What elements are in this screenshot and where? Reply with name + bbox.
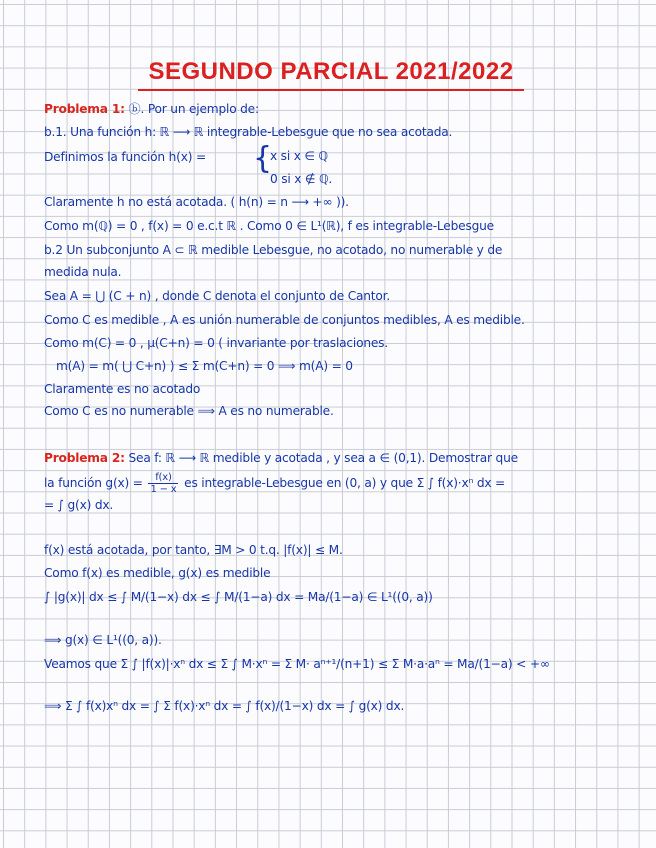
problem-2-line-1: [44, 451, 518, 465]
page-title: SEGUNDO PARCIAL 2021/2022: [148, 58, 514, 85]
function-g-label: la función g(x) =: [44, 476, 143, 490]
problem-1-line-9: Como C es medible , A es unión numerable de conjuntos medibles, A es medible.: [44, 313, 525, 327]
piecewise-case-1: x si x ∈ ℚ: [270, 149, 328, 163]
title-underline: [138, 89, 524, 91]
problem-1-heading: ⓑ. Por un ejemplo de:: [128, 102, 259, 116]
problem-1-line-header: [44, 102, 259, 116]
piecewise-case-2: 0 si x ∉ ℚ.: [270, 172, 333, 186]
problem-2-label: Problema 2:: [44, 451, 125, 465]
problem-1-line-6: b.2 Un subconjunto A ⊂ ℝ medible Lebesgue, no acotado, no numerable y de: [44, 243, 503, 257]
problem-2-statement: Sea f: ℝ ⟶ ℝ medible y acotada , y sea a ∈ (0,1). Demostrar que: [128, 451, 518, 465]
integrable-text: es integrable-Lebesgue en (0, a) y que: [184, 476, 413, 490]
problem-1-line-7: medida nula.: [44, 265, 122, 279]
problem-2-line-8: Veamos que Σ ∫ |f(x)|·xⁿ dx ≤ Σ ∫ M·xⁿ = Σ M· aⁿ⁺¹/(n+1) ≤ Σ M·a·aⁿ = Ma/(1−a) < +∞: [44, 657, 550, 671]
problem-2-line-9: ⟹ Σ ∫ f(x)xⁿ dx = ∫ Σ f(x)·xⁿ dx = ∫ f(x)/(1−x) dx = ∫ g(x) dx.: [44, 699, 405, 713]
problem-2-line-3: = ∫ g(x) dx.: [44, 498, 114, 512]
problem-2-line-5: Como f(x) es medible, g(x) es medible: [44, 566, 271, 580]
problem-1-line-11: m(A) = m( ⋃ C+n) ) ≤ Σ m(C+n) = 0 ⟹ m(A) = 0: [56, 359, 353, 373]
problem-1-line-8: Sea A = ⋃ (C + n) , donde C denota el conjunto de Cantor.: [44, 289, 391, 303]
fraction-f-over-1-minus-x: $\frac{f(x)}{1 - x}$: [150, 472, 177, 495]
series-integral: Σ ∫ f(x)·xⁿ dx =: [416, 476, 506, 490]
problem-1-line-13: Como C es no numerable ⟹ A es no numerable.: [44, 404, 334, 418]
problem-2-line-2: [44, 472, 505, 495]
problem-1-line-5: Como m(ℚ) = 0 , f(x) = 0 e.c.t ℝ . Como 0 ∈ L¹(ℝ), f es integrable-Lebesgue: [44, 219, 494, 233]
problem-2-line-4: f(x) está acotada, por tanto, ∃M > 0 t.q. |f(x)| ≤ M.: [44, 543, 343, 557]
problem-1-line-10: Como m(C) = 0 , μ(C+n) = 0 ( invariante por traslaciones.: [44, 336, 388, 350]
problem-2-line-7: ⟹ g(x) ∈ L¹((0, a)).: [44, 633, 162, 647]
problem-1-label: Problema 1:: [44, 102, 125, 116]
problem-1-b1-statement: b.1. Una función h: ℝ ⟶ ℝ integrable-Lebesgue que no sea acotada.: [44, 125, 453, 139]
problem-1-line-4: Claramente h no está acotada. ( h(n) = n ⟶ +∞ )).: [44, 195, 349, 209]
problem-2-line-6: ∫ |g(x)| dx ≤ ∫ M/(1−x) dx ≤ ∫ M/(1−a) dx = Ma/(1−a) ∈ L¹((0, a)): [44, 590, 433, 604]
problem-1-definition: Definimos la función h(x) =: [44, 150, 206, 164]
problem-1-line-12: Claramente es no acotado: [44, 382, 201, 396]
piecewise-brace: {: [253, 141, 273, 176]
